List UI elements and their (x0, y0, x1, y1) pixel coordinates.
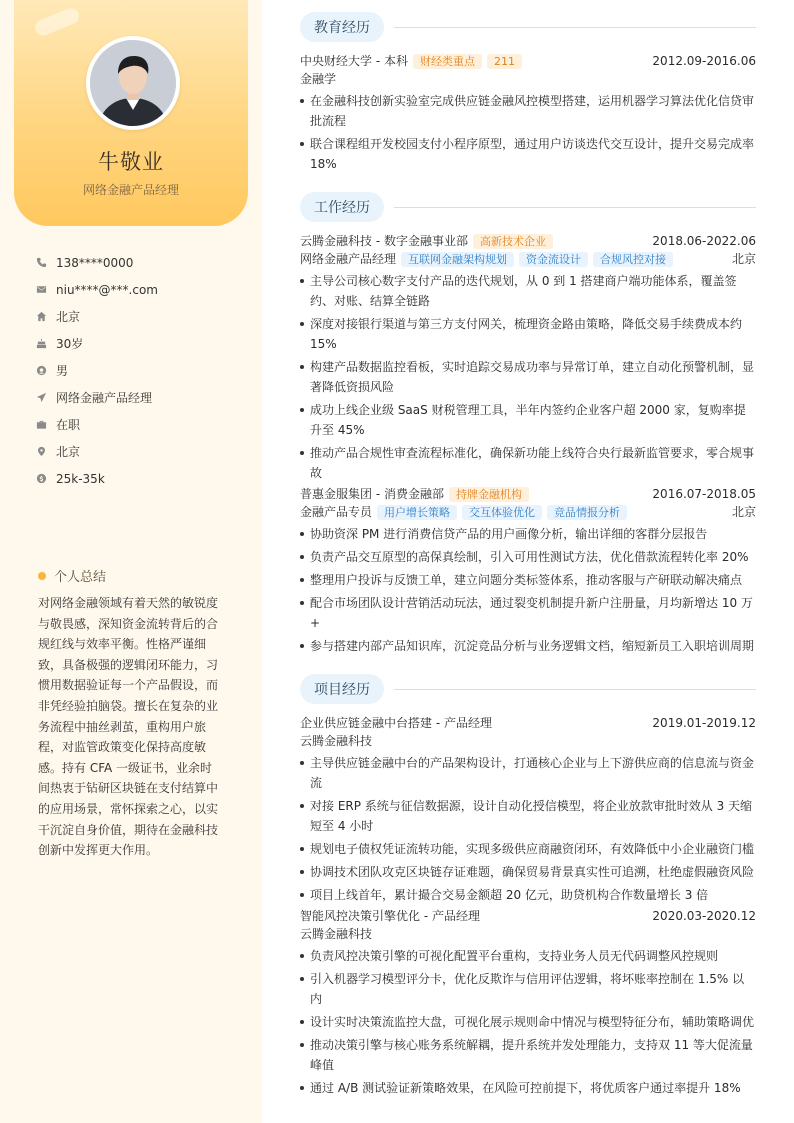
job-role-row (300, 503, 756, 521)
job-company-row (300, 232, 756, 250)
job-city: 北京 (731, 252, 756, 266)
project-org: 云腾金融科技 (300, 927, 373, 941)
briefcase-icon (36, 419, 56, 430)
section-divider (394, 689, 756, 690)
list-item: 深度对接银行渠道与第三方支付网关，梳理资金路由策略，降低交易手续费成本约15% (300, 314, 756, 354)
school-tag: 211 (487, 54, 522, 69)
project-row (300, 907, 756, 925)
role-tag: 竞品情报分析 (547, 505, 627, 520)
contact-location (36, 438, 246, 465)
contact-gender (36, 357, 246, 384)
job-bullets (300, 524, 756, 656)
list-item: 推动决策引擎与核心账务系统解耦，提升系统并发处理能力，支持双 11 等大促流量峰值 (300, 1035, 756, 1075)
contact-phone (36, 249, 246, 276)
work-heading: 工作经历 (300, 192, 384, 222)
project-bullets (300, 753, 756, 905)
role-tag: 交互体验优化 (462, 505, 542, 520)
home-icon (36, 311, 56, 322)
list-item: 联合课程组开发校园支付小程序原型，通过用户访谈迭代交互设计，提升交易完成率18% (300, 134, 756, 174)
avatar-photo (90, 40, 176, 126)
project-period: 2019.01-2019.12 (652, 716, 756, 730)
education-heading: 教育经历 (300, 12, 384, 42)
contact-salary-value: 25k-35k (56, 471, 105, 486)
main-content (300, 12, 756, 1098)
contact-status (36, 411, 246, 438)
email-icon (36, 284, 56, 295)
education-row (300, 52, 756, 70)
contact-email (36, 276, 246, 303)
job-role: 金融产品专员 (300, 505, 373, 519)
list-item: 引入机器学习模型评分卡，优化反欺诈与信用评估逻辑，将坏账率控制在 1.5% 以内 (300, 969, 756, 1009)
section-divider (394, 207, 756, 208)
list-item: 在金融科技创新实验室完成供应链金融风控模型搭建，运用机器学习算法优化信贷审批流程 (300, 91, 756, 131)
list-item: 对接 ERP 系统与征信数据源，设计自动化授信模型，将企业放款审批时效从 3 天缩短至 4 小时 (300, 796, 756, 836)
job-bullets (300, 271, 756, 483)
location-pin-icon (36, 446, 56, 457)
list-item: 整理用户投诉与反馈工单，建立问题分类标签体系，推动客服与产研联动解决痛点 (300, 570, 756, 590)
list-item: 项目上线首年，累计撮合交易金额超 20 亿元，助贷机构合作数量增长 3 倍 (300, 885, 756, 905)
section-divider (394, 27, 756, 28)
list-item: 主导供应链金融中台的产品架构设计，打通核心企业与上下游供应商的信息流与资金流 (300, 753, 756, 793)
summary-heading-label: 个人总结 (54, 570, 107, 585)
company-tag: 持牌金融机构 (449, 487, 529, 502)
list-item: 负责产品交互原型的高保真绘制，引入可用性测试方法，优化借款流程转化率 20% (300, 547, 756, 567)
list-item: 推动产品合规性审查流程标准化，确保新功能上线符合央行最新监管要求，零合规事故 (300, 443, 756, 483)
project-period: 2020.03-2020.12 (652, 909, 756, 923)
contact-home-value: 北京 (56, 310, 81, 324)
job-role: 网络金融产品经理 (300, 252, 397, 266)
profile-title: 网络金融产品经理 (82, 183, 179, 197)
contact-email-value: niu****@***.com (56, 282, 158, 297)
project-bullets (300, 946, 756, 1098)
job-period: 2018.06-2022.06 (652, 234, 756, 248)
contact-position-value: 网络金融产品经理 (56, 391, 153, 405)
money-icon (36, 473, 56, 484)
contact-phone-value: 138****0000 (56, 255, 134, 270)
project-name: 智能风控决策引擎优化 - 产品经理 (300, 909, 480, 923)
list-item: 配合市场团队设计营销活动玩法，通过裂变机制提升新户注册量，月均新增达 10 万+ (300, 593, 756, 633)
projects-section-header (300, 674, 756, 704)
job-period: 2016.07-2018.05 (652, 487, 756, 501)
role-tag: 互联网金融架构规划 (401, 252, 514, 267)
summary-text: 对网络金融领域有着天然的敏锐度与敬畏感，深知资金流转背后的合规红线与效率平衡。性格严谨细致，具备极强的逻辑闭环能力，习惯用数据验证每一个产品假设，而非凭经验拍脑袋。擅长在复杂的业务流程中抽丝剥茧，重构用户旅程，对监管政策变化保持高度敏感。持有 CFA 一级证书，业余时间热衷于钻研区块链在支付结算中的应用场景，常怀探索之心，以实干沉淀自身价值，期待在金融科技创新中发挥更大作用。 (38, 596, 219, 858)
list-item: 主导公司核心数字支付产品的迭代规划，从 0 到 1 搭建商户端功能体系，覆盖签约、对账、结算全链路 (300, 271, 756, 311)
project-row (300, 714, 756, 732)
list-item: 参与搭建内部产品知识库，沉淀竞品分析与业务逻辑文档，缩短新员工入职培训周期 (300, 636, 756, 656)
school-tag: 财经类重点 (413, 54, 482, 69)
education-period: 2012.09-2016.06 (652, 54, 756, 68)
decorative-pill (33, 6, 82, 38)
job-company-row (300, 485, 756, 503)
company-tag: 高新技术企业 (473, 234, 553, 249)
list-item: 协调技术团队攻克区块链存证难题，确保贸易背景真实性可追溯，杜绝虚假融资风险 (300, 862, 756, 882)
project-name: 企业供应链金融中台搭建 - 产品经理 (300, 716, 492, 730)
contact-salary (36, 465, 246, 492)
summary-heading (38, 566, 106, 585)
education-bullets (300, 91, 756, 174)
contact-age-value: 30岁 (56, 337, 84, 351)
list-item: 通过 A/B 测试验证新策略效果，在风险可控前提下，将优质客户通过率提升 18% (300, 1078, 756, 1098)
phone-icon (36, 257, 56, 268)
project-org: 云腾金融科技 (300, 734, 373, 748)
contact-list (36, 249, 246, 492)
education-section-header (300, 12, 756, 42)
job-role-row (300, 250, 756, 268)
list-item: 构建产品数据监控看板，实时追踪交易成功率与异常订单，建立自动化预警机制，显著降低资损风险 (300, 357, 756, 397)
education-major: 金融学 (300, 72, 337, 86)
gender-icon (36, 365, 56, 376)
list-item: 负责风控决策引擎的可视化配置平台重构，支持业务人员无代码调整风控规则 (300, 946, 756, 966)
avatar (90, 40, 176, 126)
contact-location-value: 北京 (56, 445, 81, 459)
list-item: 协助资深 PM 进行消费信贷产品的用户画像分析，输出详细的客群分层报告 (300, 524, 756, 544)
contact-status-value: 在职 (56, 418, 81, 432)
job-city: 北京 (731, 505, 756, 519)
job-company: 云腾金融科技 - 数字金融事业部 (300, 234, 468, 248)
school-name: 中央财经大学 - 本科 (300, 54, 408, 68)
summary-dot-icon (38, 572, 46, 580)
list-item: 规划电子债权凭证流转功能，实现多级供应商融资闭环，有效降低中小企业融资门槛 (300, 839, 756, 859)
list-item: 成功上线企业级 SaaS 财税管理工具，半年内签约企业客户超 2000 家，复购率提升至 45% (300, 400, 756, 440)
contact-age (36, 330, 246, 357)
sidebar (0, 0, 262, 1123)
role-tag: 用户增长策略 (377, 505, 457, 520)
send-icon (36, 392, 56, 403)
profile-card (14, 0, 248, 226)
projects-heading: 项目经历 (300, 674, 384, 704)
list-item: 设计实时决策流监控大盘，可视化展示规则命中情况与模型特征分布，辅助策略调优 (300, 1012, 756, 1032)
contact-position (36, 384, 246, 411)
work-section-header (300, 192, 756, 222)
profile-name: 牛敬业 (98, 150, 164, 174)
cake-icon (36, 338, 56, 349)
contact-home (36, 303, 246, 330)
role-tag: 资金流设计 (519, 252, 588, 267)
role-tag: 合规风控对接 (593, 252, 673, 267)
contact-gender-value: 男 (56, 364, 69, 378)
job-company: 普惠金服集团 - 消费金融部 (300, 487, 444, 501)
avatar-ring (86, 36, 180, 130)
